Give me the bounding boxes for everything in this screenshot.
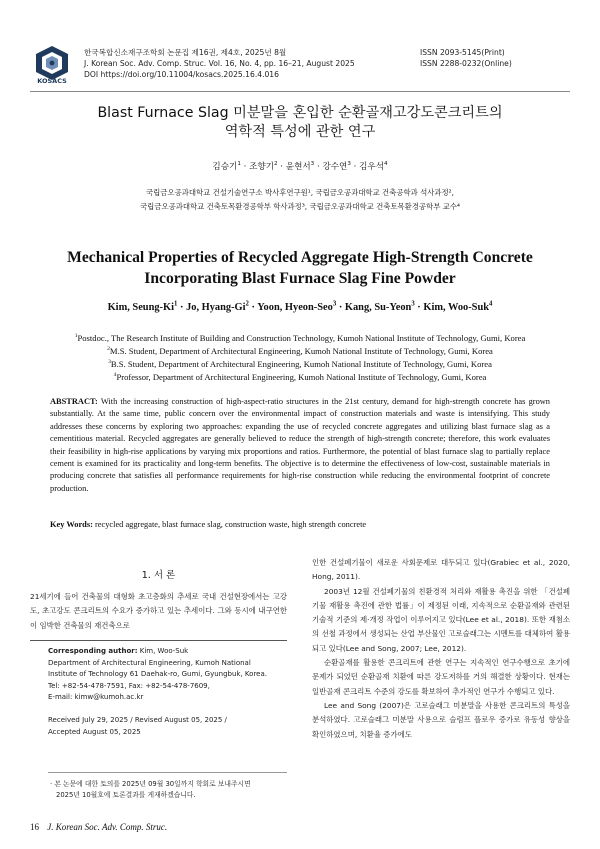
accepted-date: Accepted August 05, 2025 [48,727,141,736]
author-separator: · [179,302,184,313]
affiliation-text: Professor, Department of Architectural Engineering, Kumoh National Institute of Technology, Gumi, Korea [116,372,487,382]
author-separator: · [251,302,255,313]
correspondence-name: Kim, Woo-Suk [139,647,189,655]
author-kr: 윤현서 [285,162,311,172]
author-en: Kang, Su-Yeon [344,302,412,313]
correspondence-rule [30,640,287,641]
author-separator: · [280,162,284,172]
body-paragraph: 인한 건설폐기물이 새로운 사회문제로 대두되고 있다(Grabiec et al., 2020, Hong, 2011). [312,558,570,582]
keywords-text: recycled aggregate, blast furnace slag, construction waste, high strength concrete [94,520,367,529]
journal-citation [84,47,355,80]
affiliation-text: M.S. Student, Department of Architectural Engineering, Kumoh National Institute of Technology, Gumi, Korea [109,346,493,356]
affiliation-text: B.S. Student, Department of Architectural Engineering, Kumoh National Institute of Technology, Gumi, Korea [110,359,492,369]
author-mark: 3 [347,161,351,168]
note-rule [48,772,287,773]
affiliation-line [30,371,570,384]
correspondence-email[interactable]: E-mail: kimw@kumoh.ac.kr [48,693,144,702]
logo-text: KOSACS [37,77,67,85]
author-en: Yoon, Hyeon-Seo [257,302,333,313]
english-title-line1: Mechanical Properties of Recycled Aggregate High-Strength Concrete [67,249,533,266]
issn-block [420,47,570,69]
author-mark: 1 [174,300,178,308]
issn-online: ISSN 2288-0232(Online) [420,59,512,68]
body-paragraph: 순환골재를 활용한 콘크리트에 관한 연구는 지속적인 연구수행으로 초기에 문제가 되었던 순환골재 치환에 따른 강도저하를 거의 해결한 상황이다. 현재는 일반골재 콘크리트 수준의 강도를 확보하여 추가적인 연구가 수행되고 있다. [312,658,570,696]
korean-affiliations [30,186,570,214]
keywords-label: Key Words: [50,520,93,529]
author-kr: 김우석 [359,162,385,172]
intro-paragraph-left: 21세기에 들어 건축물의 대형화 초고층화의 추세로 국내 건설현장에서는 고강도, 초고강도 콘크리트의 수요가 증가하고 있는 추세이다. 그와 동시에 내구연한이 임박한 건축물의 재건축으로 [30,592,287,630]
correspondence-heading [48,646,288,658]
doi-link[interactable]: DOI https://doi.org/10.11004/kosacs.2025.16.4.016 [84,70,279,79]
correspondence-line: Tel: +82-54-478-7591, Fax: +82-54-478-7609, [48,681,210,690]
affiliation-mark: 1 [74,333,78,340]
correspondence-line: Department of Architectural Engineering, Kumoh National [48,658,251,667]
hexagon-logo-icon [32,45,72,81]
author-separator: · [353,162,357,172]
english-title [30,247,570,289]
author-mark: 4 [489,300,493,308]
author-mark: 3 [310,161,315,168]
affiliation-line [30,332,570,345]
author-kr: 김승기 [212,162,238,172]
header-rule [30,91,570,92]
author-mark: 3 [411,300,415,308]
author-mark: 3 [332,300,337,308]
author-mark: 4 [384,161,388,168]
journal-kr: 한국복합신소재구조학회 논문집 제16권, 제4호, 2025년 8월 [84,48,287,57]
affiliation-mark: 4 [113,372,117,379]
english-authors [30,302,570,313]
english-title-line2: Incorporating Blast Furnace Slag Fine Powder [144,270,456,287]
abstract-text: With the increasing construction of high-aspect-ratio structures in the 21st century, demand for high-strength concrete has grown substantially. At the same time, public concern over the environmental impact of construction materials and waste is intensifying. This study addresses these concerns by exploring two approaches: expanding the use of recycled concrete aggregates and utilizing blast furnace slag as a cementitious material. Recycled aggregates are generally believed to reduce the strength of high-strength concrete; therefore, this work evaluates their feasibility in high-rise applications by varying mix proportions and ratios. Furthermore, the potential of blast furnace slag to partially replace cement is examined for its practicality and long-term benefits. The objective is to determine the effectiveness of low-cost, sustainable materials in producing concrete that satisfies all performance requirements for high-rise construction while reducing the environmental footprint of concrete production. [50,397,550,493]
affiliation-line [30,358,570,371]
abstract [50,396,550,495]
body-paragraph: 2003년 12월 건설폐기물의 친환경적 처리와 재활용 촉진을 위한 「건설폐기물 재활용 촉진에 관한 법률」이 제정된 이래, 지속적으로 순환골재와 관련된 기술적 기준의 제·개정 작업이 이루어지고 있다(Lee et al., 2018). 또한 재첨소의 선철 과정에서 생성되는 산업 부산물인 고로슬래그는 시멘트를 대체하여 활용되고 있다(Lee and Song, 2007; Lee, 2012). [312,586,570,653]
issn-print: ISSN 2093-5145(Print) [420,48,505,57]
author-kr: 강수연 [322,162,348,172]
abstract-label: ABSTRACT: [50,397,98,406]
received-dates: Received July 29, 2025 / Revised August 05, 2025 / [48,715,227,724]
note-line1: · 본 논문에 대한 토의를 2025년 09월 30일까지 학회로 보내주시면 [50,780,251,788]
author-separator: · [243,162,247,172]
page-number: 16 [30,822,39,832]
discussion-note [50,779,288,801]
author-mark: 2 [245,300,249,308]
korean-authors [30,160,570,172]
author-separator: · [338,302,343,313]
korean-aff-line2: 국립금오공과대학교 건축토목환경공학부 학사과정³, 국립금오공과대학교 건축토목환경공학부 교수⁴ [140,202,460,211]
body-paragraph: Lee and Song (2007)은 고로슬래그 미분말을 사용한 콘크리트의 특성을 분석하였다. 고로슬래그 미분말 사용으로 슬럼프 플로우 증가로 유동성 향상을 확인하였으며, 치환율 증가에도 [312,700,570,739]
korean-title-line2: 역학적 특성에 관한 연구 [224,124,376,140]
intro-paragraphs-right [312,556,570,742]
author-en: Kim, Woo-Suk [423,302,490,313]
author-separator: · [316,162,320,172]
affiliation-mark: 3 [108,359,111,366]
korean-aff-line1: 국립금오공과대학교 건설기술연구소 박사후연구원¹, 국립금오공과대학교 건축공학과 석사과정², [146,188,454,197]
note-line2: 2025년 10월호에 토론결과를 게재하겠습니다. [56,791,196,799]
author-en: Jo, Hyang-Gi [186,302,246,313]
korean-title-line1: Blast Furnace Slag 미분말을 혼입한 순환골재고강도콘크리트의 [97,105,503,121]
affiliation-mark: 2 [107,346,110,353]
affiliation-line [30,345,570,358]
affiliation-text: Postdoc., The Research Institute of Building and Construction Technology, Kumoh National Institute of Technology, Gumi, Korea [77,333,526,343]
author-kr: 조향기 [249,162,274,172]
author-en: Kim, Seung-Ki [107,302,174,313]
author-mark: 1 [237,161,241,168]
author-separator: · [417,302,421,313]
journal-en: J. Korean Soc. Adv. Comp. Struc. Vol. 16, No. 4, pp. 16–21, August 2025 [84,59,355,68]
author-mark: 2 [274,161,278,168]
footer-journal: J. Korean Soc. Adv. Comp. Struc. [47,822,168,832]
page-footer [30,822,167,832]
korean-title [30,104,570,142]
correspondence-label: Corresponding author: [48,647,138,655]
section-heading: 1. 서 론 [141,570,176,581]
english-affiliations [30,332,570,384]
correspondence-line: Institute of Technology 61 Daehak-ro, Gumi, Gyungbuk, Korea. [48,670,267,679]
correspondence-block [48,646,288,738]
keywords [50,520,550,529]
